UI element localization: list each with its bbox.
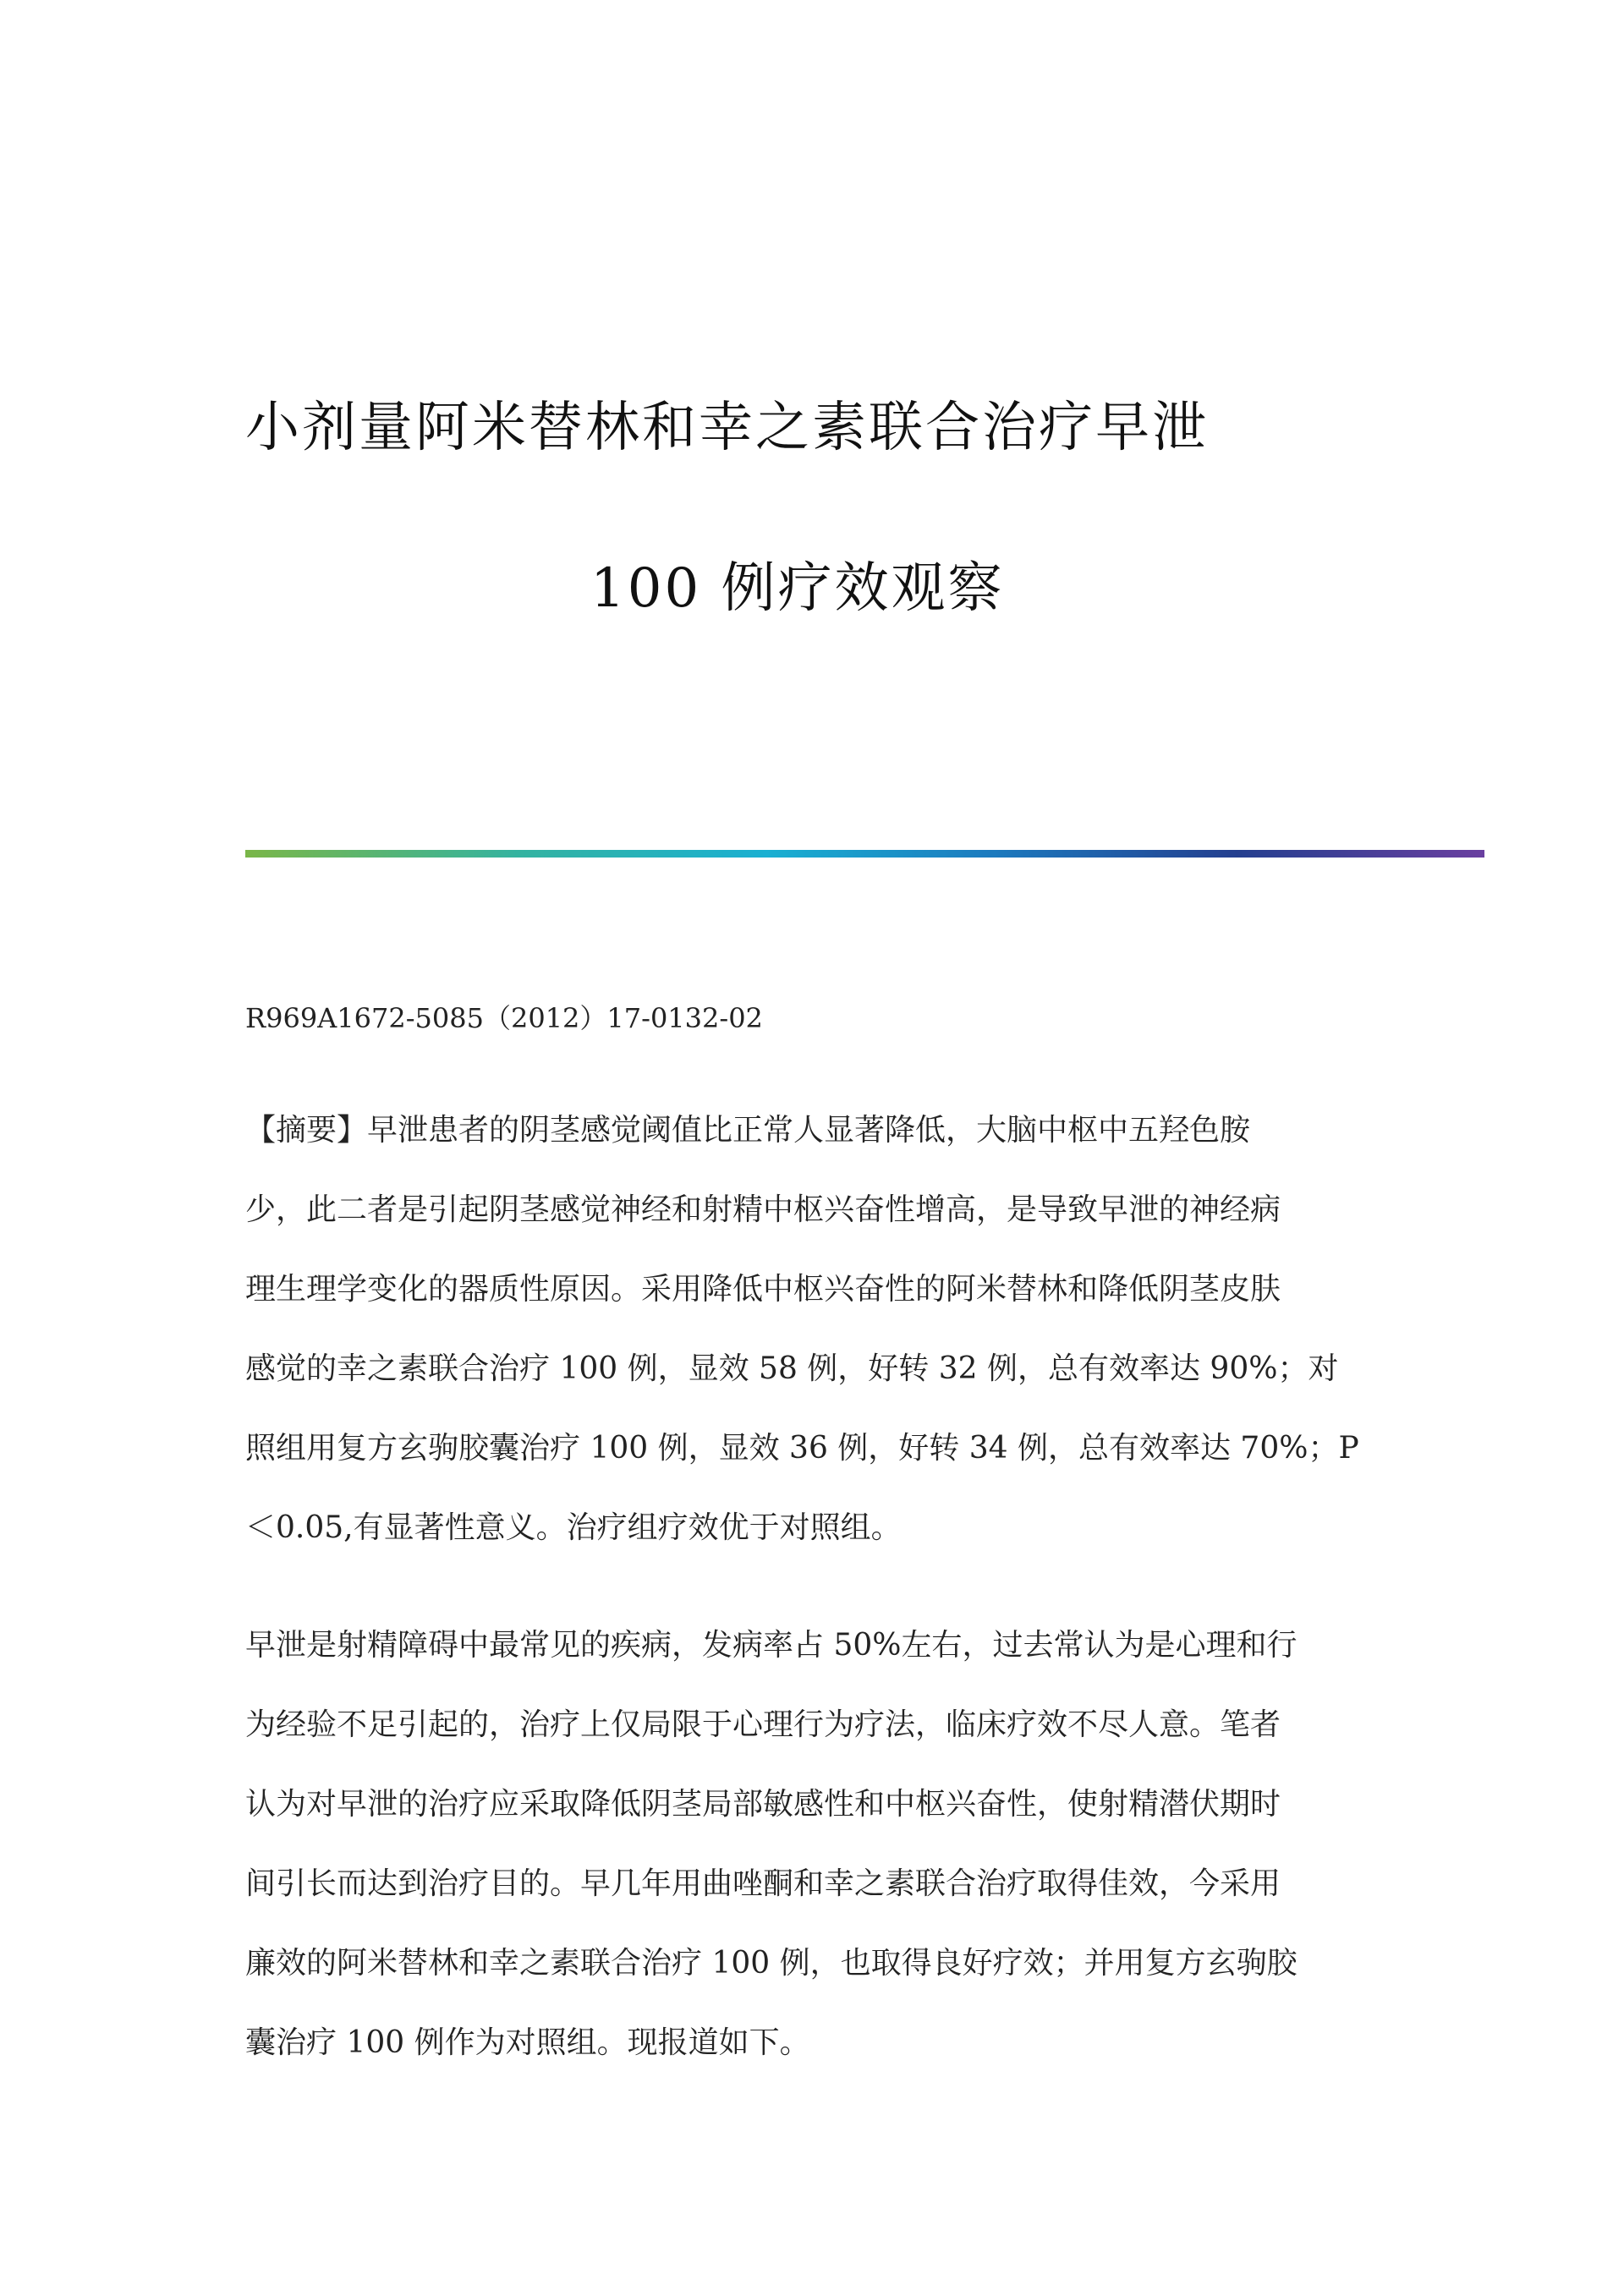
abstract-line: 少，此二者是引起阴茎感觉神经和射精中枢兴奋性增高，是导致早泄的神经病: [245, 1192, 1281, 1227]
classification-number: R969A1672-5085（2012）17-0132-02: [245, 1002, 763, 1034]
intro-line: 间引长而达到治疗目的。早几年用曲唑酮和幸之素联合治疗取得佳效，今采用: [245, 1866, 1281, 1901]
abstract-paragraph: [245, 1091, 1379, 1568]
intro-line: 认为对早泄的治疗应采取降低阴茎局部敏感性和中枢兴奋性，使射精潜伏期时: [245, 1787, 1281, 1822]
abstract-line: 【摘要】早泄患者的阴茎感觉阈值比正常人显著降低，大脑中枢中五羟色胺: [245, 1113, 1251, 1148]
gradient-divider: [245, 850, 1484, 858]
intro-line: 为经验不足引起的，治疗上仅局限于心理行为疗法，临床疗效不尽人意。笔者: [245, 1707, 1281, 1742]
document-title-line-1: 小剂量阿米替林和幸之素联合治疗早泄: [245, 397, 1209, 459]
abstract-line: 感觉的幸之素联合治疗 100 例，显效 58 例，好转 32 例，总有效率达 90%；对: [245, 1351, 1339, 1386]
intro-line: 囊治疗 100 例作为对照组。现报道如下。: [245, 2025, 810, 2060]
abstract-line: 理生理学变化的器质性原因。采用降低中枢兴奋性的阿米替林和降低阴茎皮肤: [245, 1272, 1281, 1307]
intro-paragraph: [245, 1606, 1379, 2083]
intro-line: 早泄是射精障碍中最常见的疾病，发病率占 50%左右，过去常认为是心理和行: [245, 1628, 1298, 1663]
intro-line: 廉效的阿米替林和幸之素联合治疗 100 例，也取得良好疗效；并用复方玄驹胶: [245, 1946, 1298, 1981]
abstract-line: 照组用复方玄驹胶囊治疗 100 例，显效 36 例，好转 34 例，总有效率达 70%；P: [245, 1431, 1359, 1466]
document-title-line-2: 100 例疗效观察: [590, 557, 1005, 620]
abstract-line: ＜0.05,有显著性意义。治疗组疗效优于对照组。: [245, 1510, 902, 1545]
